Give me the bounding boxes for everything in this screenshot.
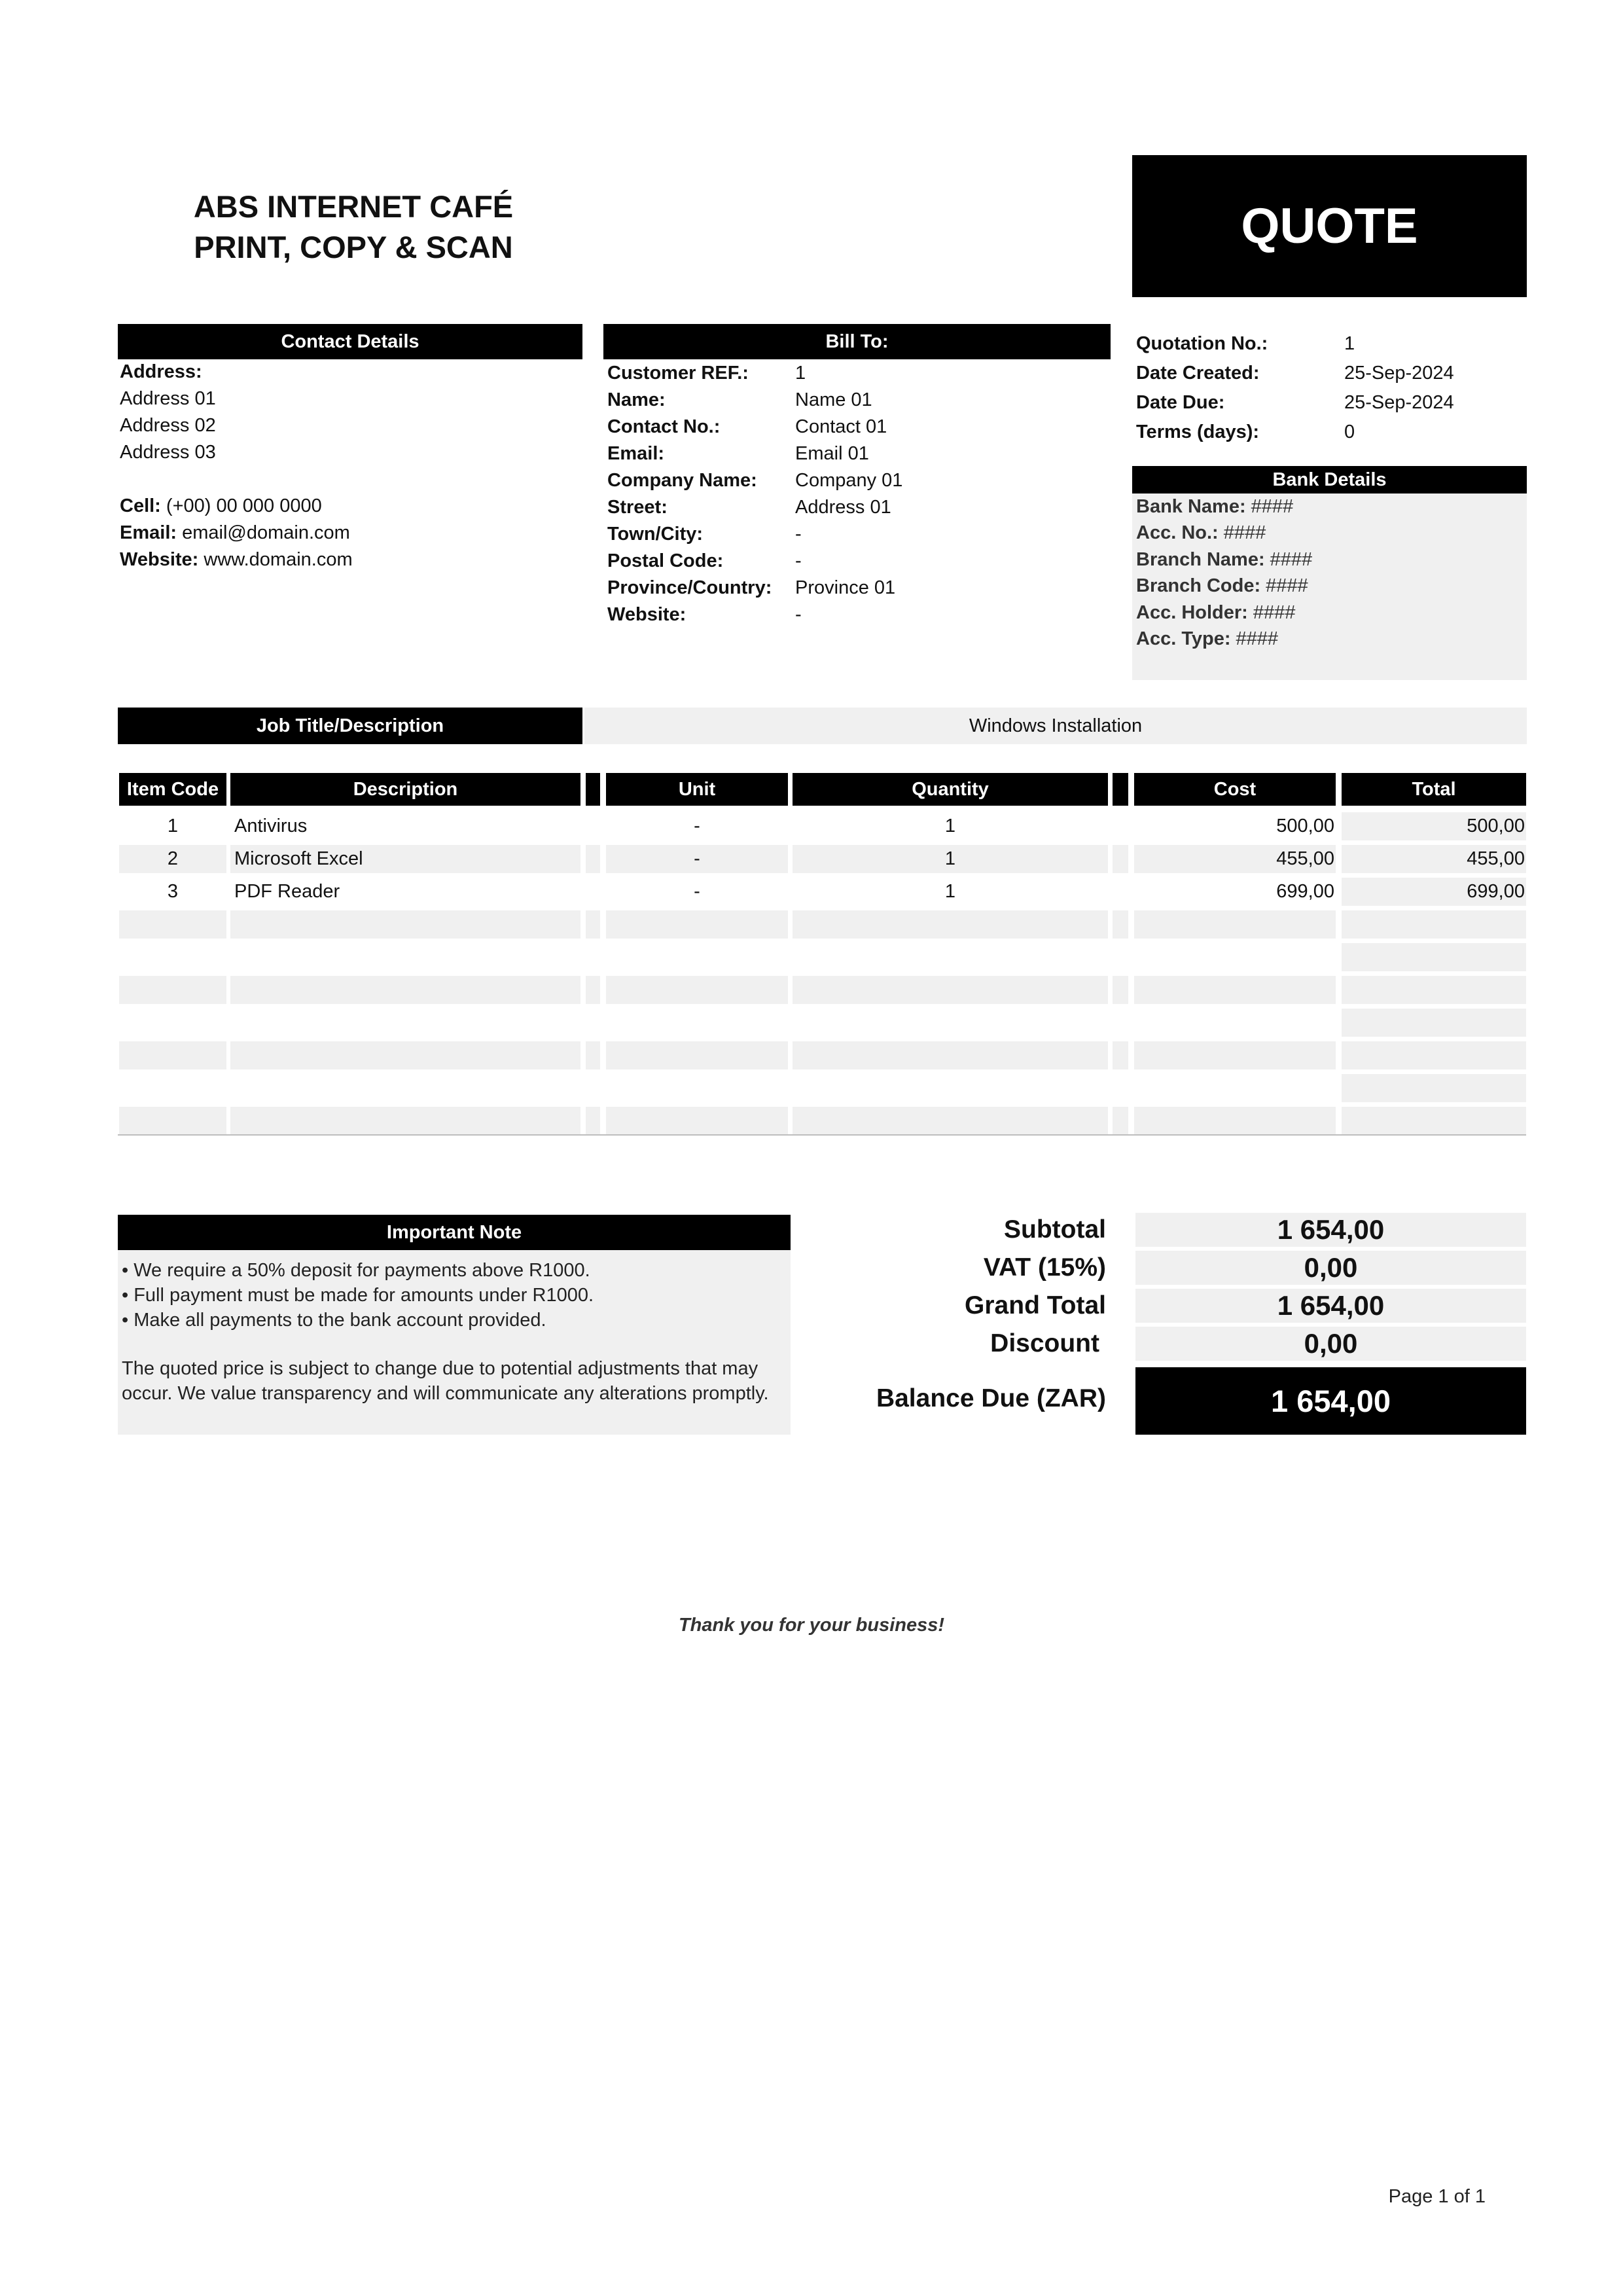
item-cell-description: PDF Reader <box>234 881 340 902</box>
col-header-description: Description <box>230 773 580 806</box>
item-cell-code <box>119 1009 226 1037</box>
bill-label: Website: <box>607 604 687 625</box>
item-cell-cost: 699,00 <box>1276 881 1334 902</box>
page-number: Page 1 of 1 <box>1388 2186 1486 2207</box>
item-cell-total <box>1342 1041 1526 1069</box>
bank-label: Branch Name: <box>1136 548 1265 570</box>
bank-value: #### <box>1236 628 1279 650</box>
item-cell-cost <box>1134 976 1336 1004</box>
cell-value: (+00) 00 000 0000 <box>166 495 322 516</box>
item-cell-spacer <box>1113 845 1128 873</box>
table-bottom-rule <box>118 1134 1526 1136</box>
bill-value: - <box>795 550 802 571</box>
bill-value: Name 01 <box>795 389 872 410</box>
bill-value: Province 01 <box>795 577 896 598</box>
address-line: Address 03 <box>120 442 216 463</box>
bill-value: - <box>795 604 802 625</box>
item-cell-unit <box>606 1041 788 1069</box>
company-name <box>118 187 589 268</box>
item-cell-spacer <box>1113 910 1128 939</box>
discount-label: Discount <box>990 1329 1099 1357</box>
meta-value: 0 <box>1344 422 1355 442</box>
address-line: Address 01 <box>120 388 216 409</box>
bank-row <box>1136 573 1523 600</box>
bill-label: Email: <box>607 443 665 464</box>
bill-row-email <box>607 440 1105 467</box>
item-cell-total: 500,00 <box>1342 812 1526 840</box>
bill-to-details <box>607 360 1105 628</box>
item-cell-spacer <box>586 878 600 906</box>
item-cell-description <box>230 1074 580 1102</box>
bank-label: Acc. Holder: <box>1136 601 1248 623</box>
item-cell-spacer <box>586 1074 600 1102</box>
bank-row <box>1136 547 1523 573</box>
bill-to-heading: Bill To: <box>603 324 1111 359</box>
bill-value: 1 <box>795 363 806 384</box>
item-cell-code: 1 <box>167 816 179 836</box>
item-cell-spacer <box>1113 1107 1128 1135</box>
document-title: QUOTE <box>1132 155 1527 297</box>
item-cell-cost: 500,00 <box>1276 816 1334 836</box>
item-cell-spacer <box>586 845 600 873</box>
col-header-spacer <box>586 773 600 806</box>
bill-label: Contact No.: <box>607 416 721 437</box>
vat-label: VAT (15%) <box>983 1253 1106 1282</box>
bank-row <box>1136 520 1523 547</box>
bill-label: Company Name: <box>607 470 757 491</box>
discount-value: 0,00 <box>1135 1327 1526 1361</box>
bill-row-province <box>607 575 1105 601</box>
meta-quotation-no <box>1136 329 1522 359</box>
item-cell-code <box>119 1074 226 1102</box>
item-cell-quantity <box>793 1041 1108 1069</box>
bill-value: Address 01 <box>795 497 891 518</box>
company-line-1: ABS INTERNET CAFÉ <box>193 189 514 224</box>
website-label: Website: <box>120 549 199 570</box>
important-note-heading: Important Note <box>118 1215 791 1250</box>
quote-meta <box>1136 329 1522 447</box>
bill-row-town <box>607 521 1105 548</box>
vat-value: 0,00 <box>1135 1251 1526 1285</box>
job-title-heading: Job Title/Description <box>118 708 582 744</box>
bill-row-customer-ref <box>607 360 1105 387</box>
company-line-2: PRINT, COPY & SCAN <box>194 230 513 264</box>
bank-row <box>1136 626 1523 653</box>
item-cell-cost <box>1134 943 1336 971</box>
bank-value: #### <box>1223 522 1266 544</box>
meta-date-created <box>1136 359 1522 388</box>
bank-row <box>1136 600 1523 626</box>
item-cell-cost <box>1134 1107 1336 1135</box>
bill-row-street <box>607 494 1105 521</box>
item-cell-quantity: 1 <box>793 845 1108 873</box>
item-cell-quantity <box>793 1107 1108 1135</box>
item-cell-code: 2 <box>119 845 226 873</box>
subtotal-label: Subtotal <box>1004 1215 1106 1244</box>
balance-due-value: 1 654,00 <box>1135 1367 1526 1435</box>
item-cell-quantity <box>793 910 1108 939</box>
item-cell-code <box>119 1107 226 1135</box>
item-cell-total: 455,00 <box>1342 845 1526 873</box>
bank-details <box>1132 493 1527 680</box>
item-cell-spacer <box>1113 878 1128 906</box>
col-header-unit: Unit <box>606 773 788 806</box>
bank-label: Acc. No.: <box>1136 522 1219 544</box>
bill-label: Postal Code: <box>607 550 724 571</box>
bill-label: Name: <box>607 389 666 410</box>
item-cell-total: 699,00 <box>1342 878 1526 906</box>
bank-value: #### <box>1270 548 1313 570</box>
item-cell-spacer <box>1113 976 1128 1004</box>
item-cell-description <box>230 976 580 1004</box>
cell-row <box>120 493 578 520</box>
contact-details <box>120 359 578 573</box>
item-cell-quantity: 1 <box>944 816 956 836</box>
col-header-quantity: Quantity <box>793 773 1108 806</box>
bill-label: Town/City: <box>607 524 704 545</box>
item-cell-spacer <box>1113 1009 1128 1037</box>
item-cell-unit <box>606 943 788 971</box>
item-cell-unit <box>606 910 788 939</box>
meta-value: 25-Sep-2024 <box>1344 363 1454 384</box>
item-cell-total <box>1342 1074 1526 1102</box>
note-bullet: • We require a 50% deposit for payments above R1000. <box>122 1260 590 1281</box>
item-cell-spacer <box>1113 943 1128 971</box>
meta-label: Date Created: <box>1136 363 1260 384</box>
item-cell-code <box>119 910 226 939</box>
bank-value: #### <box>1253 601 1296 623</box>
item-cell-description <box>230 1009 580 1037</box>
item-cell-spacer <box>586 1009 600 1037</box>
item-cell-cost <box>1134 1041 1336 1069</box>
bill-value: Email 01 <box>795 443 869 464</box>
item-cell-code <box>119 976 226 1004</box>
item-cell-spacer <box>586 1041 600 1069</box>
item-cell-code <box>119 1041 226 1069</box>
item-cell-total <box>1342 976 1526 1004</box>
email-row <box>120 520 578 547</box>
bill-label: Customer REF.: <box>607 363 749 384</box>
bank-label: Bank Name: <box>1136 495 1246 517</box>
col-header-spacer <box>1113 773 1128 806</box>
item-cell-quantity <box>793 943 1108 971</box>
item-cell-unit <box>606 1009 788 1037</box>
bill-value: Company 01 <box>795 470 903 491</box>
item-cell-unit: - <box>694 816 700 836</box>
address-line: Address 02 <box>120 415 216 436</box>
item-cell-cost: 455,00 <box>1134 845 1336 873</box>
email-label: Email: <box>120 522 177 543</box>
item-cell-spacer <box>1113 1041 1128 1069</box>
bill-row-company <box>607 467 1105 494</box>
item-cell-unit: - <box>694 881 700 902</box>
item-cell-description: Antivirus <box>234 816 308 836</box>
bill-row-contact <box>607 414 1105 440</box>
item-cell-total <box>1342 943 1526 971</box>
grand-total-label: Grand Total <box>965 1291 1106 1319</box>
item-cell-total <box>1342 1009 1526 1037</box>
note-paragraph: The quoted price is subject to change due to potential adjustments that may occur. We value transparency and will communicate any alterations promptly. <box>122 1358 769 1404</box>
meta-label: Quotation No.: <box>1136 333 1268 354</box>
address-label: Address: <box>120 361 202 382</box>
meta-label: Terms (days): <box>1136 422 1260 442</box>
email-value: email@domain.com <box>182 522 350 543</box>
bill-label: Street: <box>607 497 668 518</box>
item-cell-description <box>230 1107 580 1135</box>
item-cell-description <box>230 943 580 971</box>
item-cell-unit: - <box>606 845 788 873</box>
meta-label: Date Due: <box>1136 392 1225 413</box>
item-cell-cost <box>1134 1009 1336 1037</box>
item-cell-quantity <box>793 976 1108 1004</box>
item-cell-quantity <box>793 1074 1108 1102</box>
item-cell-spacer <box>1113 1074 1128 1102</box>
col-header-item-code: Item Code <box>119 773 226 806</box>
item-cell-code: 3 <box>167 881 179 902</box>
meta-date-due <box>1136 388 1522 418</box>
bill-row-name <box>607 387 1105 414</box>
item-cell-spacer <box>586 976 600 1004</box>
item-cell-cost <box>1134 1074 1336 1102</box>
bill-row-postal <box>607 548 1105 575</box>
item-cell-quantity: 1 <box>944 881 956 902</box>
balance-due-label: Balance Due (ZAR) <box>876 1384 1106 1412</box>
bank-label: Acc. Type: <box>1136 628 1231 650</box>
bank-details-heading: Bank Details <box>1132 466 1527 493</box>
bank-value: #### <box>1251 495 1294 517</box>
item-cell-cost <box>1134 910 1336 939</box>
bill-value: - <box>795 524 802 545</box>
meta-terms <box>1136 418 1522 447</box>
subtotal-value: 1 654,00 <box>1135 1213 1526 1247</box>
website-row <box>120 547 578 573</box>
item-cell-unit <box>606 1107 788 1135</box>
col-header-total: Total <box>1342 773 1526 806</box>
meta-value: 25-Sep-2024 <box>1344 392 1454 413</box>
item-cell-code <box>119 943 226 971</box>
item-cell-spacer <box>1113 812 1128 840</box>
bank-value: #### <box>1266 575 1308 597</box>
note-bullet: • Full payment must be made for amounts under R1000. <box>122 1285 594 1306</box>
note-bullet: • Make all payments to the bank account provided. <box>122 1310 546 1331</box>
item-cell-spacer <box>586 1107 600 1135</box>
grand-total-value: 1 654,00 <box>1135 1289 1526 1323</box>
thank-you-message: Thank you for your business! <box>678 1615 945 1636</box>
item-cell-spacer <box>586 943 600 971</box>
item-cell-spacer <box>586 910 600 939</box>
col-header-cost: Cost <box>1134 773 1336 806</box>
item-cell-total <box>1342 1107 1526 1135</box>
meta-value: 1 <box>1344 333 1355 354</box>
item-cell-description <box>230 910 580 939</box>
item-cell-spacer <box>586 812 600 840</box>
bill-row-website <box>607 601 1105 628</box>
bank-row <box>1136 493 1523 520</box>
item-cell-quantity <box>793 1009 1108 1037</box>
bank-label: Branch Code: <box>1136 575 1261 597</box>
item-cell-description <box>230 1041 580 1069</box>
item-cell-description: Microsoft Excel <box>230 845 580 873</box>
bill-value: Contact 01 <box>795 416 887 437</box>
item-cell-unit <box>606 976 788 1004</box>
website-value: www.domain.com <box>204 549 353 570</box>
item-cell-unit <box>606 1074 788 1102</box>
bill-label: Province/Country: <box>607 577 772 598</box>
job-title-value: Windows Installation <box>584 708 1527 744</box>
item-cell-total <box>1342 910 1526 939</box>
cell-label: Cell: <box>120 495 161 516</box>
contact-details-heading: Contact Details <box>118 324 582 359</box>
